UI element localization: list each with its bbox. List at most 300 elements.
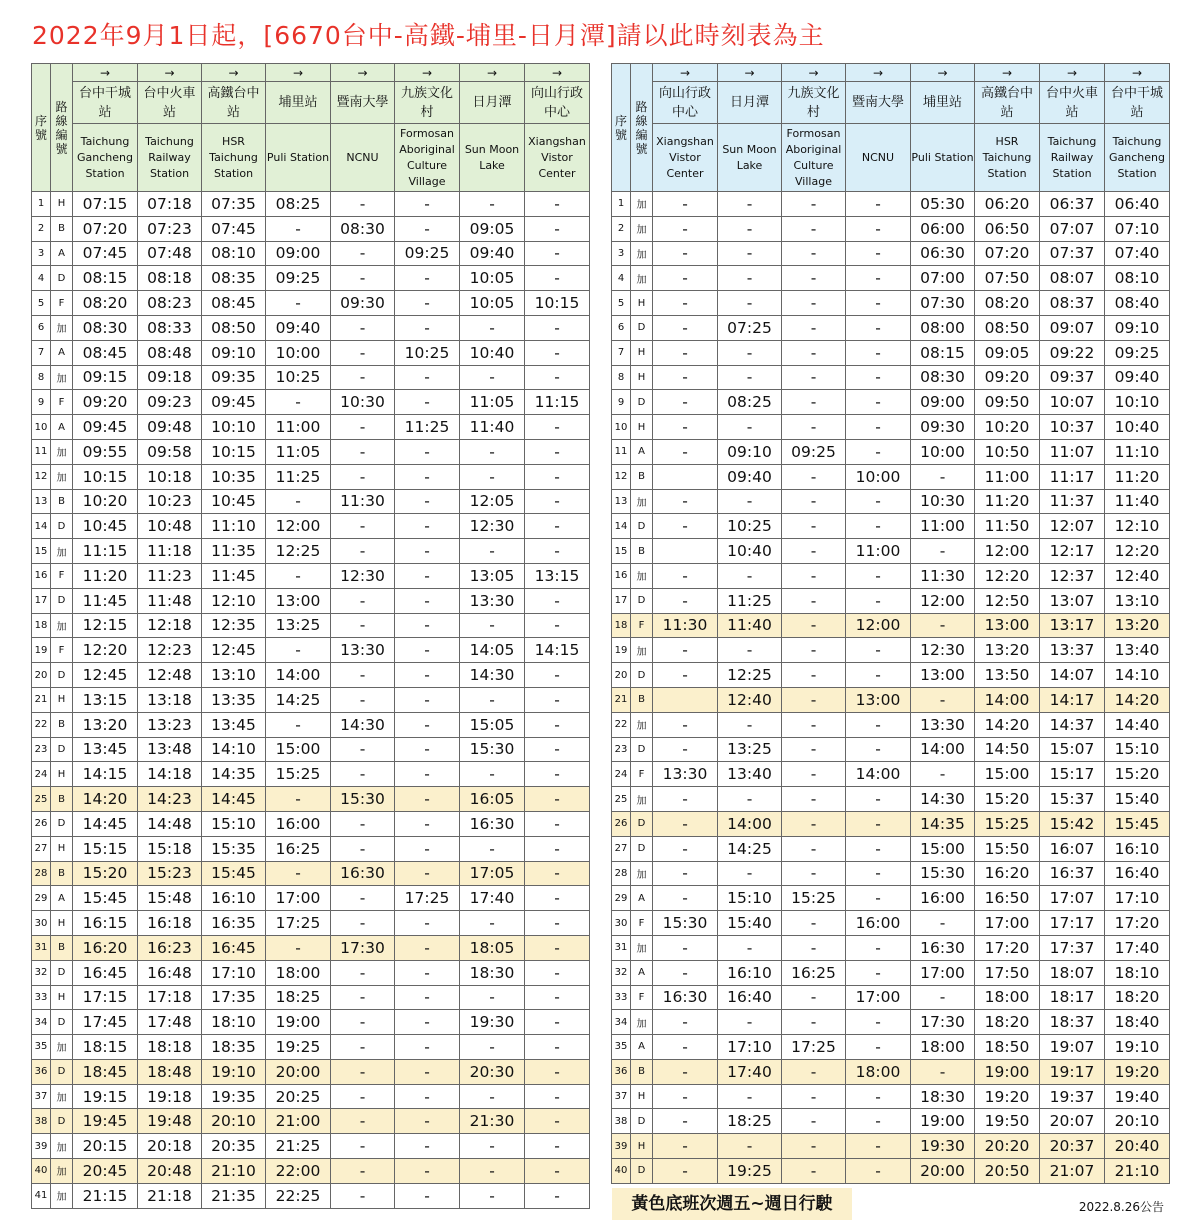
trip-number: 5 (612, 291, 631, 316)
trip-number: 7 (612, 340, 631, 365)
departure-time: 07:48 (138, 241, 202, 266)
departure-time: 12:00 (911, 588, 975, 613)
route-code: B (51, 712, 73, 737)
departure-time: 16:30 (331, 861, 395, 886)
departure-time: 13:20 (73, 712, 138, 737)
departure-time: 14:15 (73, 762, 138, 787)
departure-time: - (718, 291, 782, 316)
table-row (612, 638, 1170, 663)
route-code: 加 (51, 464, 73, 489)
stop-name-zh: 向山行政中心 (653, 82, 718, 124)
departure-time: 10:18 (138, 464, 202, 489)
departure-time: 17:00 (846, 985, 911, 1010)
departure-time: 13:48 (138, 737, 202, 762)
stop-name-zh: 日月潭 (460, 82, 525, 124)
departure-time: - (782, 415, 846, 440)
departure-time: - (525, 588, 590, 613)
trip-number: 40 (612, 1159, 631, 1184)
trip-number: 38 (32, 1109, 51, 1134)
departure-time: 13:30 (653, 762, 718, 787)
departure-time: 07:40 (1105, 241, 1170, 266)
departure-time: 13:07 (1040, 588, 1105, 613)
trip-number: 25 (612, 787, 631, 812)
departure-time: - (525, 663, 590, 688)
route-header: 路線編號 (51, 64, 73, 192)
trip-number: 1 (32, 192, 51, 217)
departure-time: 06:30 (911, 241, 975, 266)
route-code: H (631, 1134, 653, 1159)
route-code: 加 (631, 1010, 653, 1035)
route-code: D (631, 315, 653, 340)
departure-time: 20:18 (138, 1134, 202, 1159)
table-row (612, 365, 1170, 390)
departure-time: 07:20 (73, 216, 138, 241)
departure-time: 14:00 (718, 811, 782, 836)
trip-number: 36 (612, 1059, 631, 1084)
departure-time: 11:05 (266, 439, 331, 464)
departure-time: 17:25 (395, 886, 460, 911)
departure-time: 08:45 (73, 340, 138, 365)
departure-time: 19:25 (266, 1035, 331, 1060)
departure-time: - (782, 762, 846, 787)
table-row (32, 563, 590, 588)
departure-time: - (653, 1159, 718, 1184)
departure-time: - (846, 439, 911, 464)
departure-time: 12:35 (202, 613, 266, 638)
departure-time: - (718, 365, 782, 390)
departure-time: - (782, 663, 846, 688)
departure-time: - (525, 1084, 590, 1109)
departure-time: - (718, 935, 782, 960)
departure-time: - (266, 390, 331, 415)
trip-number: 1 (612, 192, 631, 217)
departure-time: - (395, 315, 460, 340)
departure-time: 13:37 (1040, 638, 1105, 663)
trip-number: 28 (612, 861, 631, 886)
departure-time: 13:17 (1040, 613, 1105, 638)
departure-time: 15:20 (975, 787, 1040, 812)
table-row (32, 241, 590, 266)
departure-time: 16:40 (1105, 861, 1170, 886)
direction-arrow: → (331, 64, 395, 82)
table-row (612, 563, 1170, 588)
departure-time: - (395, 365, 460, 390)
departure-time: - (718, 787, 782, 812)
departure-time: 16:25 (782, 960, 846, 985)
departure-time: - (782, 985, 846, 1010)
departure-time: - (331, 365, 395, 390)
trip-number: 6 (32, 315, 51, 340)
stop-name-en: Taichung Railway Station (1040, 124, 1105, 192)
departure-time: 11:35 (202, 539, 266, 564)
table-row (32, 216, 590, 241)
departure-time: 08:07 (1040, 266, 1105, 291)
departure-time: - (653, 861, 718, 886)
weekend-service-note: 黃色底班次週五~週日行駛 (612, 1188, 852, 1220)
route-code: D (51, 588, 73, 613)
departure-time: 18:37 (1040, 1010, 1105, 1035)
departure-time: 18:18 (138, 1035, 202, 1060)
departure-time: - (653, 1035, 718, 1060)
departure-time: - (911, 911, 975, 936)
departure-time: 19:50 (975, 1109, 1040, 1134)
table-row (612, 886, 1170, 911)
route-code: 加 (51, 1035, 73, 1060)
departure-time: 11:30 (653, 613, 718, 638)
departure-time: 09:40 (266, 315, 331, 340)
table-row (612, 266, 1170, 291)
departure-time: 14:20 (1105, 687, 1170, 712)
departure-time: 09:37 (1040, 365, 1105, 390)
departure-time: - (525, 1010, 590, 1035)
stop-name-en: Taichung Gancheng Station (1105, 124, 1170, 192)
departure-time: 17:40 (1105, 935, 1170, 960)
departure-time: 12:17 (1040, 539, 1105, 564)
departure-time: - (331, 911, 395, 936)
route-code: A (51, 886, 73, 911)
trip-number: 9 (32, 390, 51, 415)
route-code: D (631, 1159, 653, 1184)
trip-number: 26 (32, 811, 51, 836)
departure-time: 20:15 (73, 1134, 138, 1159)
departure-time: - (266, 489, 331, 514)
stop-name-zh: 台中火車站 (1040, 82, 1105, 124)
departure-time: 07:37 (1040, 241, 1105, 266)
route-code: A (51, 415, 73, 440)
route-code: 加 (631, 266, 653, 291)
departure-time: 17:10 (202, 960, 266, 985)
departure-time: - (653, 315, 718, 340)
departure-time: 11:25 (266, 464, 331, 489)
route-code: D (631, 836, 653, 861)
table-row (32, 1010, 590, 1035)
departure-time: - (395, 737, 460, 762)
departure-time: 16:05 (460, 787, 525, 812)
departure-time: - (525, 811, 590, 836)
departure-time: 15:10 (202, 811, 266, 836)
stop-name-en: Formosan Aboriginal Culture Village (395, 124, 460, 192)
departure-time: 16:30 (653, 985, 718, 1010)
departure-time: 10:30 (331, 390, 395, 415)
departure-time: 11:40 (1105, 489, 1170, 514)
departure-time: 12:30 (331, 563, 395, 588)
departure-time: - (331, 315, 395, 340)
departure-time: 12:00 (975, 539, 1040, 564)
departure-time: 18:00 (266, 960, 331, 985)
departure-time: - (782, 737, 846, 762)
departure-time: 13:10 (1105, 588, 1170, 613)
departure-time: 12:25 (266, 539, 331, 564)
departure-time: 11:15 (73, 539, 138, 564)
departure-time: 09:00 (911, 390, 975, 415)
route-code: H (631, 1084, 653, 1109)
departure-time: 16:10 (1105, 836, 1170, 861)
departure-time: 20:07 (1040, 1109, 1105, 1134)
departure-time: 14:00 (975, 687, 1040, 712)
departure-time: 11:45 (73, 588, 138, 613)
stop-name-zh: 高鐵台中站 (975, 82, 1040, 124)
departure-time: 19:40 (1105, 1084, 1170, 1109)
departure-time: 19:15 (73, 1084, 138, 1109)
route-code: B (51, 489, 73, 514)
departure-time: - (395, 861, 460, 886)
departure-time: - (846, 1035, 911, 1060)
departure-time: 05:30 (911, 192, 975, 217)
departure-time: - (395, 911, 460, 936)
stop-name-en: Puli Station (266, 124, 331, 192)
route-code: D (631, 588, 653, 613)
departure-time: - (846, 390, 911, 415)
departure-time: 20:10 (1105, 1109, 1170, 1134)
departure-time: 07:45 (202, 216, 266, 241)
departure-time: 19:35 (202, 1084, 266, 1109)
departure-time: 08:20 (975, 291, 1040, 316)
table-row (32, 489, 590, 514)
departure-time: 15:17 (1040, 762, 1105, 787)
departure-time: - (331, 1159, 395, 1184)
departure-time: 17:40 (718, 1059, 782, 1084)
departure-time: 19:10 (1105, 1035, 1170, 1060)
departure-time: - (846, 861, 911, 886)
departure-time: 13:20 (1105, 613, 1170, 638)
departure-time: 08:33 (138, 315, 202, 340)
table-row (32, 836, 590, 861)
departure-time: 09:48 (138, 415, 202, 440)
departure-time: 12:05 (460, 489, 525, 514)
route-code: H (631, 415, 653, 440)
table-row (32, 911, 590, 936)
stop-name-en: Sun Moon Lake (718, 124, 782, 192)
departure-time: - (718, 192, 782, 217)
trip-number: 32 (32, 960, 51, 985)
departure-time: - (395, 613, 460, 638)
route-code: B (51, 787, 73, 812)
departure-time: 20:50 (975, 1159, 1040, 1184)
departure-time: 14:00 (846, 762, 911, 787)
departure-time: - (718, 712, 782, 737)
departure-time: 09:18 (138, 365, 202, 390)
departure-time: 11:00 (266, 415, 331, 440)
departure-time: 10:15 (73, 464, 138, 489)
departure-time: 13:30 (331, 638, 395, 663)
departure-time: - (395, 811, 460, 836)
departure-time: 12:10 (202, 588, 266, 613)
table-row (32, 1084, 590, 1109)
departure-time: 10:40 (1105, 415, 1170, 440)
trip-number: 17 (612, 588, 631, 613)
departure-time: - (395, 514, 460, 539)
trip-number: 24 (32, 762, 51, 787)
departure-time: 11:00 (911, 514, 975, 539)
trip-number: 28 (32, 861, 51, 886)
departure-time: 15:30 (460, 737, 525, 762)
departure-time: - (782, 390, 846, 415)
departure-time: - (331, 811, 395, 836)
trip-number: 39 (32, 1134, 51, 1159)
departure-time: 09:00 (266, 241, 331, 266)
stop-name-en: NCNU (331, 124, 395, 192)
departure-time: 16:00 (846, 911, 911, 936)
trip-number: 37 (32, 1084, 51, 1109)
departure-time: - (395, 960, 460, 985)
departure-time: - (525, 241, 590, 266)
departure-time: 18:40 (1105, 1010, 1170, 1035)
departure-time: 18:00 (846, 1059, 911, 1084)
direction-arrow: → (718, 64, 782, 82)
departure-time: 18:05 (460, 935, 525, 960)
departure-time: - (395, 1134, 460, 1159)
departure-time: 20:20 (975, 1134, 1040, 1159)
departure-time: - (653, 588, 718, 613)
trip-number: 22 (32, 712, 51, 737)
departure-time: 17:05 (460, 861, 525, 886)
route-code: D (631, 1109, 653, 1134)
departure-time: 10:40 (460, 340, 525, 365)
departure-time: 09:23 (138, 390, 202, 415)
departure-time: - (460, 1159, 525, 1184)
stop-name-zh: 台中干城站 (1105, 82, 1170, 124)
departure-time: - (846, 365, 911, 390)
departure-time: - (846, 712, 911, 737)
departure-time: - (653, 663, 718, 688)
stop-name-en: NCNU (846, 124, 911, 192)
departure-time: 18:10 (1105, 960, 1170, 985)
departure-time: - (653, 241, 718, 266)
departure-time: - (460, 687, 525, 712)
departure-time: 11:20 (73, 563, 138, 588)
departure-time: - (395, 439, 460, 464)
table-row (612, 315, 1170, 340)
departure-time: - (331, 1183, 395, 1208)
departure-time: - (266, 861, 331, 886)
departure-time: 21:18 (138, 1183, 202, 1208)
route-code: 加 (51, 539, 73, 564)
departure-time: 16:25 (266, 836, 331, 861)
departure-time: - (653, 439, 718, 464)
departure-time: 12:00 (846, 613, 911, 638)
departure-time: 17:20 (1105, 911, 1170, 936)
trip-number: 23 (32, 737, 51, 762)
departure-time: - (782, 1134, 846, 1159)
departure-time: - (525, 886, 590, 911)
departure-time: - (266, 638, 331, 663)
departure-time: - (395, 588, 460, 613)
departure-time: - (782, 1059, 846, 1084)
table-row (32, 464, 590, 489)
departure-time: - (782, 712, 846, 737)
route-code: F (51, 638, 73, 663)
departure-time: 14:17 (1040, 687, 1105, 712)
departure-time: 08:15 (73, 266, 138, 291)
departure-time: 19:25 (718, 1159, 782, 1184)
route-code: B (631, 464, 653, 489)
route-code: D (631, 663, 653, 688)
departure-time: 11:20 (975, 489, 1040, 514)
departure-time: 11:15 (525, 390, 590, 415)
table-row (612, 489, 1170, 514)
departure-time: 14:37 (1040, 712, 1105, 737)
trip-number: 13 (612, 489, 631, 514)
departure-time: 09:25 (782, 439, 846, 464)
departure-time: - (460, 539, 525, 564)
table-row (612, 1134, 1170, 1159)
departure-time: 11:30 (331, 489, 395, 514)
departure-time: 17:37 (1040, 935, 1105, 960)
departure-time: 13:35 (202, 687, 266, 712)
departure-time: 17:30 (331, 935, 395, 960)
table-row (32, 365, 590, 390)
departure-time: 15:40 (718, 911, 782, 936)
page-title: 2022年9月1日起，[6670台中-高鐵-埔里-日月潭]請以此時刻表為主 (32, 21, 825, 50)
departure-time: - (331, 1134, 395, 1159)
departure-time: - (718, 1010, 782, 1035)
departure-time: 19:37 (1040, 1084, 1105, 1109)
departure-time: - (782, 935, 846, 960)
departure-time (653, 687, 718, 712)
trip-number: 21 (612, 687, 631, 712)
departure-time: 17:10 (1105, 886, 1170, 911)
departure-time: - (653, 192, 718, 217)
route-code: H (51, 911, 73, 936)
table-row (32, 192, 590, 217)
departure-time: 14:30 (331, 712, 395, 737)
departure-time: - (395, 266, 460, 291)
departure-time: 13:20 (975, 638, 1040, 663)
departure-time: 10:35 (202, 464, 266, 489)
departure-time: 20:48 (138, 1159, 202, 1184)
departure-time: - (846, 514, 911, 539)
departure-time: 08:00 (911, 315, 975, 340)
departure-time: 06:40 (1105, 192, 1170, 217)
departure-time: - (782, 787, 846, 812)
route-header: 路線編號 (631, 64, 653, 192)
departure-time: 13:00 (975, 613, 1040, 638)
direction-arrow: → (1105, 64, 1170, 82)
departure-time: - (782, 563, 846, 588)
departure-time: 14:00 (911, 737, 975, 762)
departure-time: - (782, 1084, 846, 1109)
departure-time: 07:30 (911, 291, 975, 316)
departure-time: 18:50 (975, 1035, 1040, 1060)
departure-time: 19:30 (911, 1134, 975, 1159)
departure-time: 08:10 (202, 241, 266, 266)
departure-time: - (718, 1134, 782, 1159)
departure-time: - (718, 638, 782, 663)
departure-time: - (525, 712, 590, 737)
table-row (612, 836, 1170, 861)
departure-time: - (331, 836, 395, 861)
route-code: B (51, 216, 73, 241)
departure-time: 07:20 (975, 241, 1040, 266)
departure-time: - (782, 241, 846, 266)
departure-time: 07:25 (718, 315, 782, 340)
table-row (612, 439, 1170, 464)
departure-time: - (782, 514, 846, 539)
stop-name-zh: 九族文化村 (395, 82, 460, 124)
departure-time: 09:15 (73, 365, 138, 390)
departure-time: - (395, 192, 460, 217)
departure-time: 12:45 (202, 638, 266, 663)
departure-time: 21:10 (1105, 1159, 1170, 1184)
departure-time: 16:37 (1040, 861, 1105, 886)
departure-time: 14:30 (460, 663, 525, 688)
table-row (612, 1035, 1170, 1060)
departure-time: 15:18 (138, 836, 202, 861)
direction-arrow: → (202, 64, 266, 82)
departure-time: 11:20 (1105, 464, 1170, 489)
departure-time: - (846, 811, 911, 836)
departure-time: 11:45 (202, 563, 266, 588)
